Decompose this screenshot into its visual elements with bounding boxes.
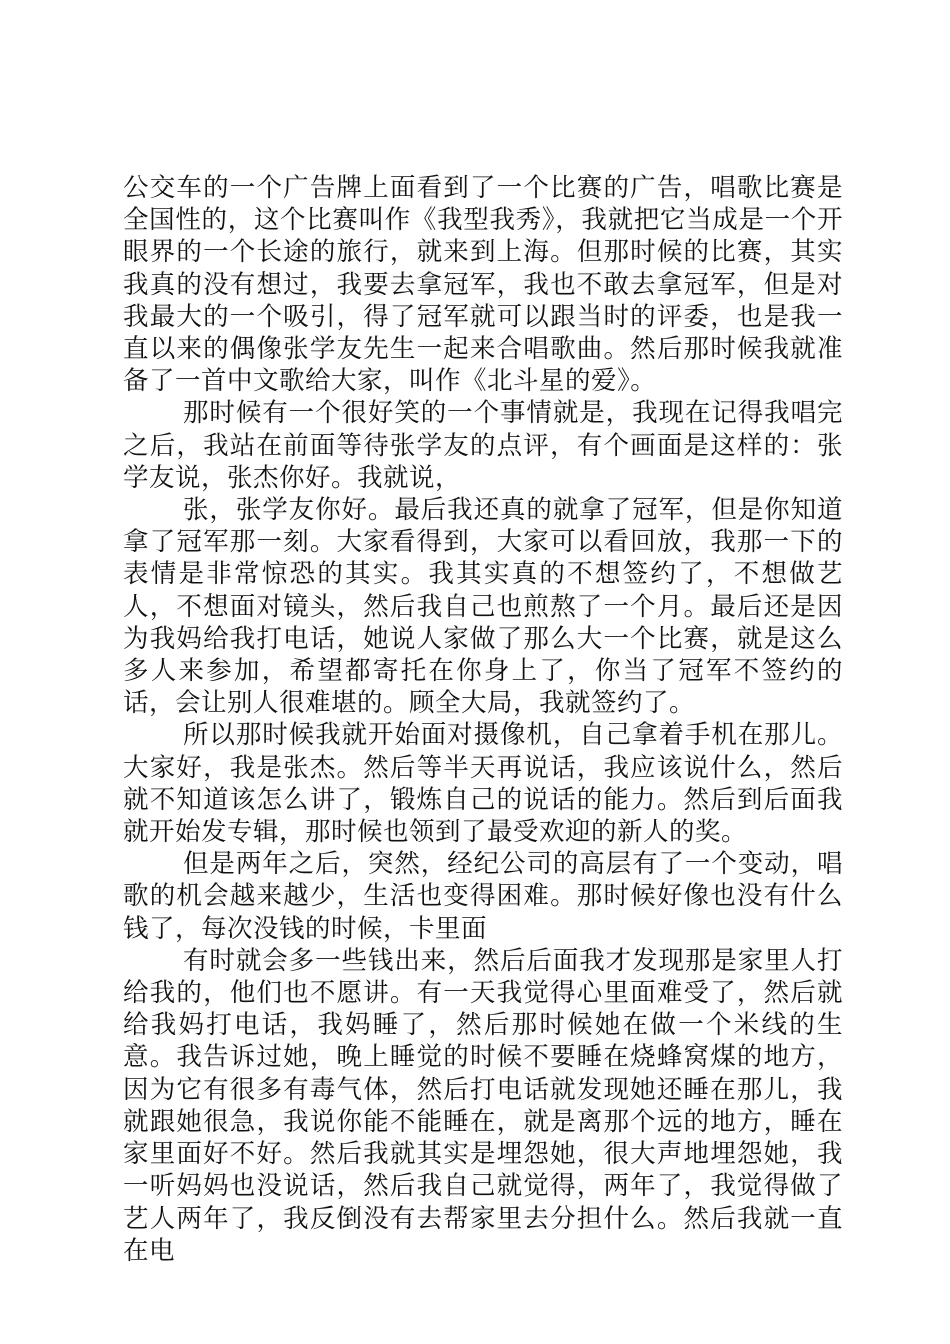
document-body [123,172,843,1267]
paragraph-6: 有时就会多一些钱出来，然后后面我才发现那是家里人打给我的，他们也不愿讲。有一天我觉得心里面难受了，然后就给我妈打电话，我妈睡了，然后那时候她在做一个米线的生意。我告诉过她，晚上睡觉的时候不要睡在烧蜂窝煤的地方，因为它有很多有毒气体，然后打电话就发现她还睡在那儿，我就跟她很急，我说你能不能睡在，就是离那个远的地方，睡在家里面好不好。然后我就其实是埋怨她，很大声地埋怨她，我一听妈妈也没说话，然后我自己就觉得，两年了，我觉得做了艺人两年了，我反倒没有去帮家里去分担什么。然后我就一直在电 [123,945,843,1266]
paragraph-3: 张，张学友你好。最后我还真的就拿了冠军，但是你知道拿了冠军那一刻。大家看得到，大家可以看回放，我那一下的表情是非常惊恐的其实。我其实真的不想签约了，不想做艺人，不想面对镜头，然后我自己也煎熬了一个月。最后还是因为我妈给我打电话，她说人家做了那么大一个比赛，就是这么多人来参加，希望都寄托在你身上了，你当了冠军不签约的话，会让别人很难堪的。顾全大局，我就签约了。 [123,495,843,719]
paragraph-1: 公交车的一个广告牌上面看到了一个比赛的广告，唱歌比赛是全国性的，这个比赛叫作《我型我秀》，我就把它当成是一个开眼界的一个长途的旅行，就来到上海。但那时候的比赛，其实我真的没有想过，我要去拿冠军，我也不敢去拿冠军，但是对我最大的一个吸引，得了冠军就可以跟当时的评委，也是我一直以来的偶像张学友先生一起来合唱歌曲。然后那时候我就准备了一首中文歌给大家，叫作《北斗星的爱》。 [123,173,843,397]
paragraph-5: 但是两年之后，突然，经纪公司的高层有了一个变动，唱歌的机会越来越少，生活也变得困难。那时候好像也没有什么钱了，每次没钱的时候，卡里面 [123,849,843,944]
paragraph-4: 所以那时候我就开始面对摄像机，自己拿着手机在那儿。大家好，我是张杰。然后等半天再说话，我应该说什么，然后就不知道该怎么讲了，锻炼自己的说话的能力。然后到后面我就开始发专辑，那时候也领到了最受欢迎的新人的奖。 [123,720,843,848]
paragraph-2: 那时候有一个很好笑的一个事情就是，我现在记得我唱完之后，我站在前面等待张学友的点评，有个画面是这样的：张学友说，张杰你好。我就说， [123,398,843,493]
